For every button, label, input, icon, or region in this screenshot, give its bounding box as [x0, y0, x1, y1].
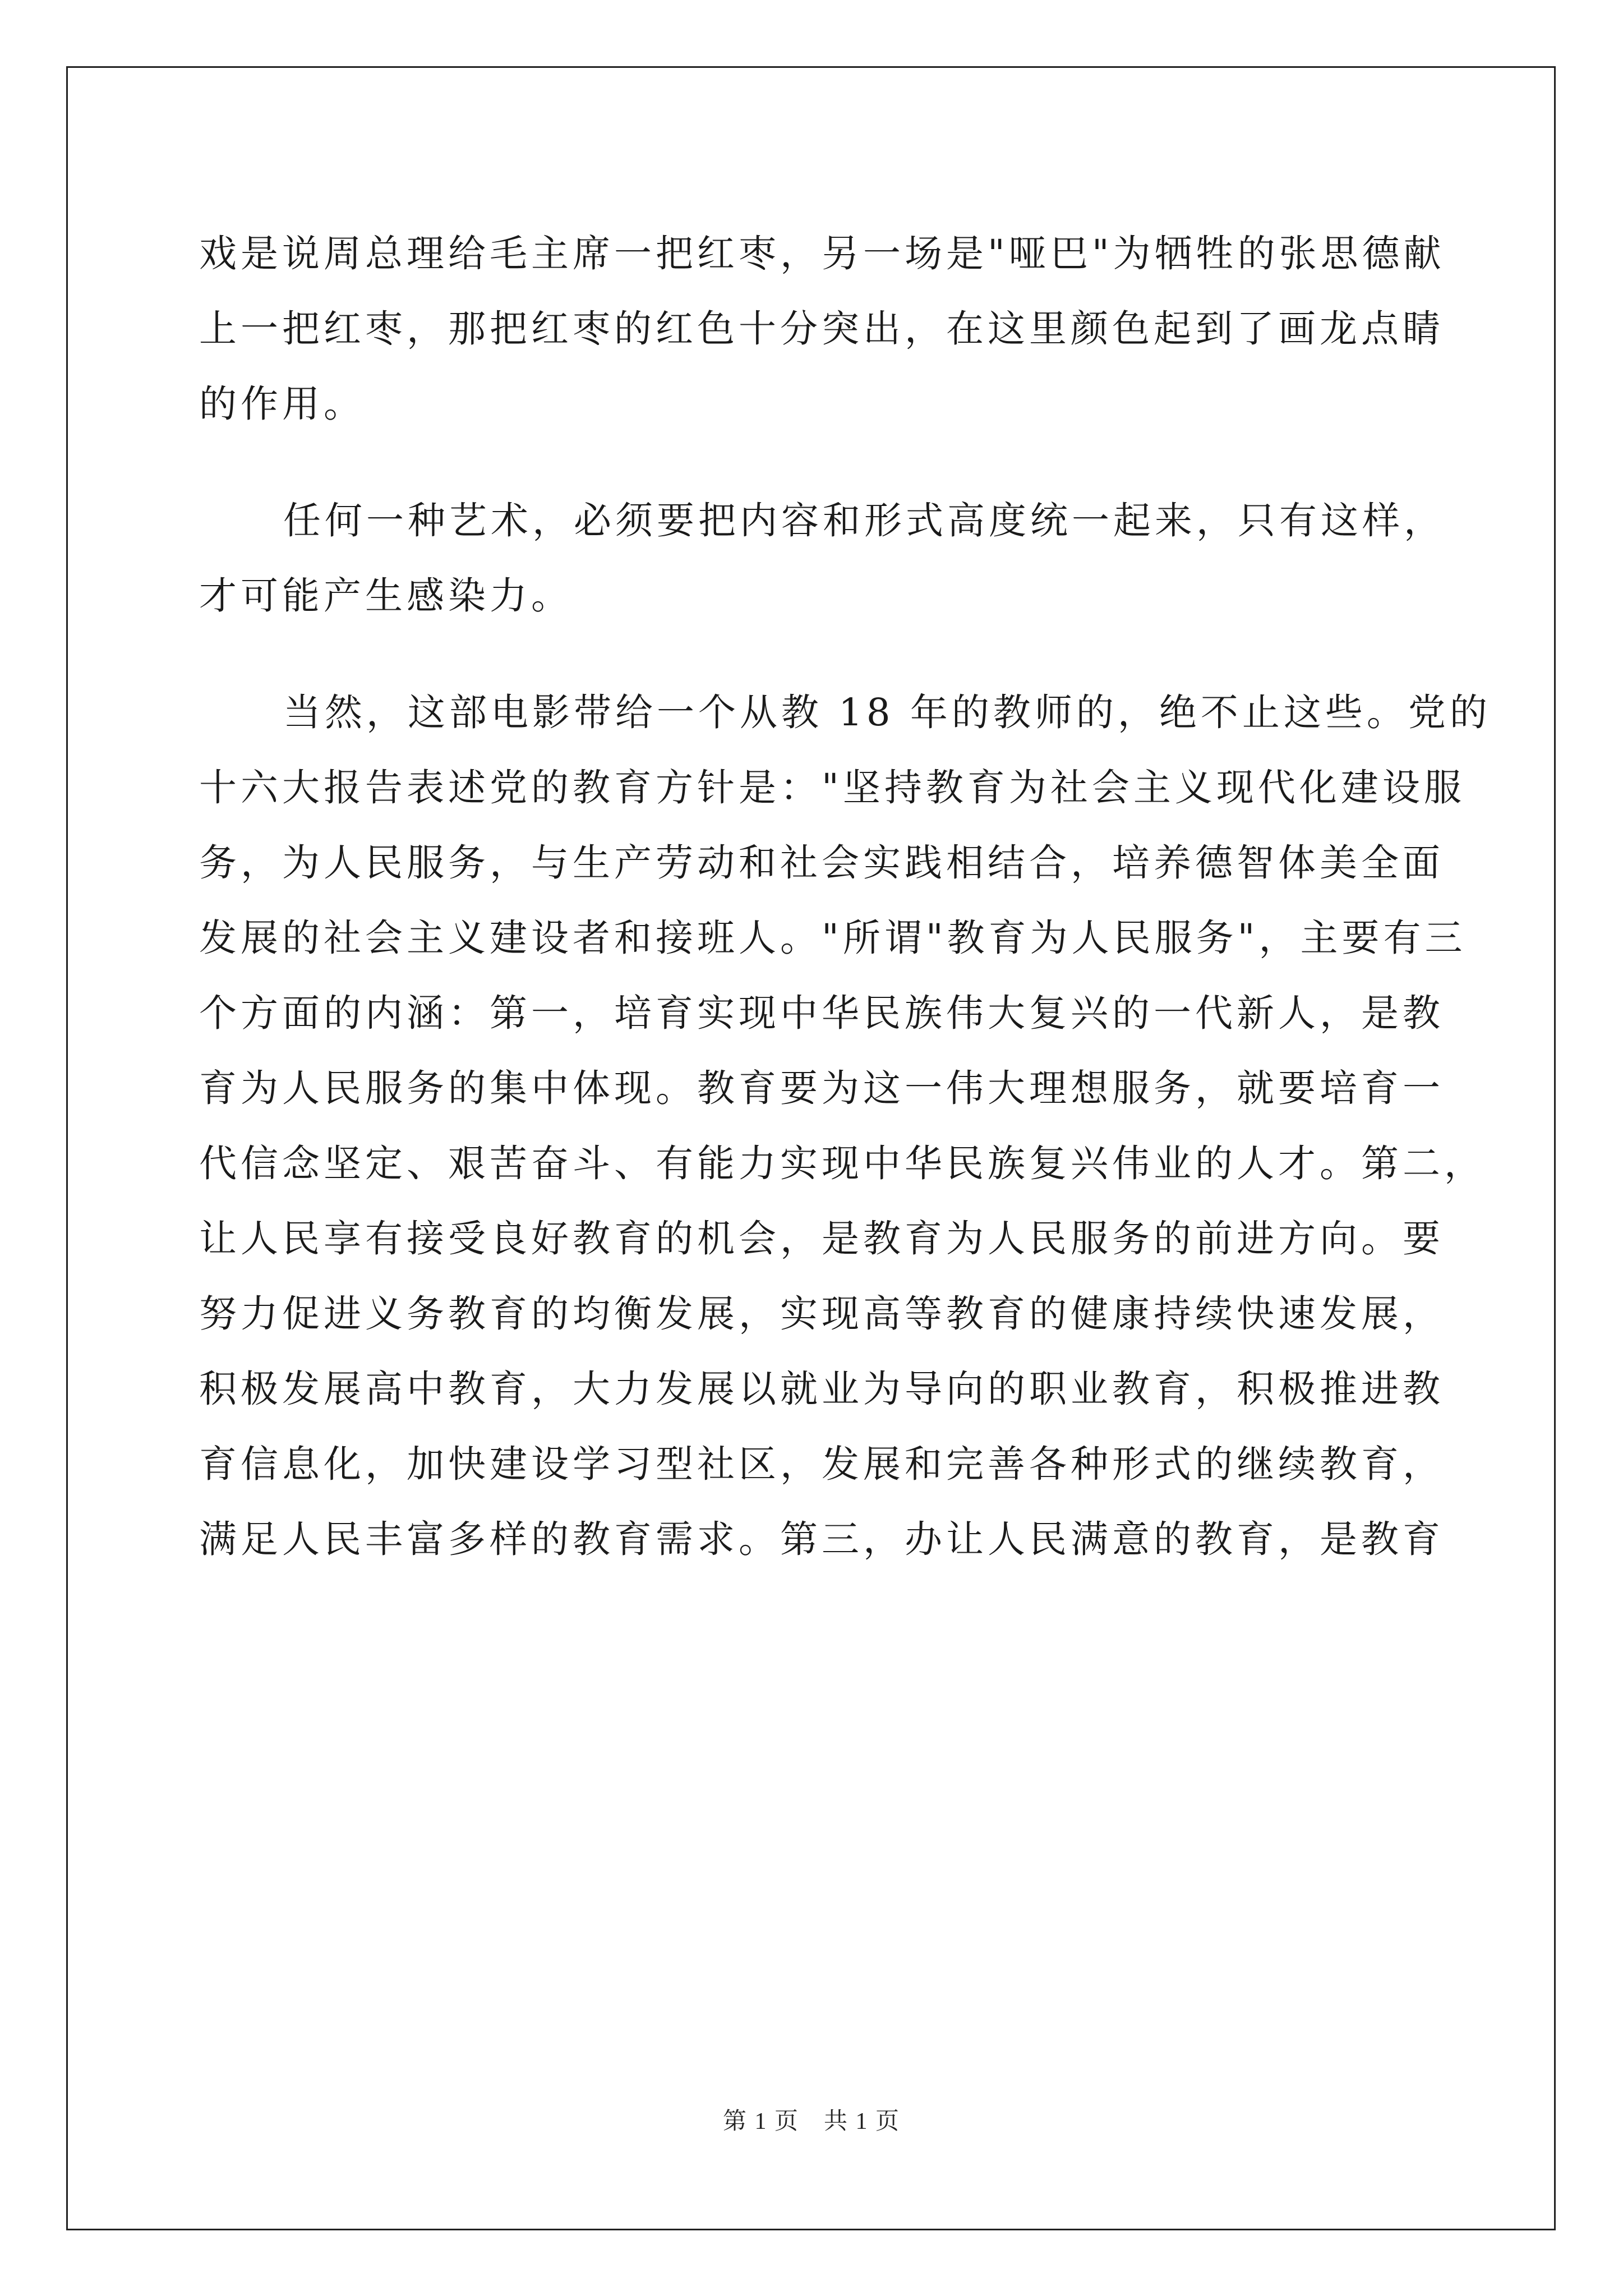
text-line: 务，为人民服务，与生产劳动和社会实践相结合，培养德智体美全面: [199, 841, 1444, 885]
text-line: 育信息化，加快建设学习型社区，发展和完善各种形式的继续教育，: [199, 1442, 1444, 1486]
text-line: 十六大报告表述党的教育方针是："坚持教育为社会主义现代化建设服: [199, 766, 1465, 809]
page-number-footer: 第 1 页 共 1 页: [722, 2109, 900, 2134]
text-line: 个方面的内涵：第一，培育实现中华民族伟大复兴的一代新人，是教: [199, 991, 1444, 1035]
paragraph-gap: [199, 441, 1433, 483]
text-line: 才可能产生感染力。: [199, 574, 573, 618]
text-line: 积极发展高中教育，大力发展以就业为导向的职业教育，积极推进教: [199, 1367, 1444, 1411]
document-body: [199, 216, 1491, 1577]
paragraph-gap: [199, 633, 1433, 675]
text-line: 努力促进义务教育的均衡发展，实现高等教育的健康持续快速发展，: [199, 1292, 1444, 1336]
text-line: 育为人民服务的集中体现。教育要为这一伟大理想服务，就要培育一: [199, 1066, 1444, 1110]
text-line: 当然，这部电影带给一个从教 18 年的教师的，绝不止这些。党的: [283, 691, 1491, 734]
text-line: 让人民享有接受良好教育的机会，是教育为人民服务的前进方向。要: [199, 1217, 1444, 1260]
text-line: 的作用。: [199, 382, 365, 426]
text-line: 发展的社会主义建设者和接班人。"所谓"教育为人民服务"，主要有三: [199, 916, 1467, 960]
text-line: 代信念坚定、艰苦奋斗、有能力实现中华民族复兴伟业的人才。第二，: [199, 1142, 1486, 1185]
text-line: 满足人民丰富多样的教育需求。第三，办让人民满意的教育，是教育: [199, 1517, 1444, 1561]
text-line: 上一把红枣，那把红枣的红色十分突出，在这里颜色起到了画龙点睛: [199, 307, 1444, 351]
text-line: 戏是说周总理给毛主席一把红枣，另一场是"哑巴"为牺牲的张思德献: [199, 232, 1445, 275]
text-line: 任何一种艺术，必须要把内容和形式高度统一起来，只有这样，: [283, 499, 1445, 542]
